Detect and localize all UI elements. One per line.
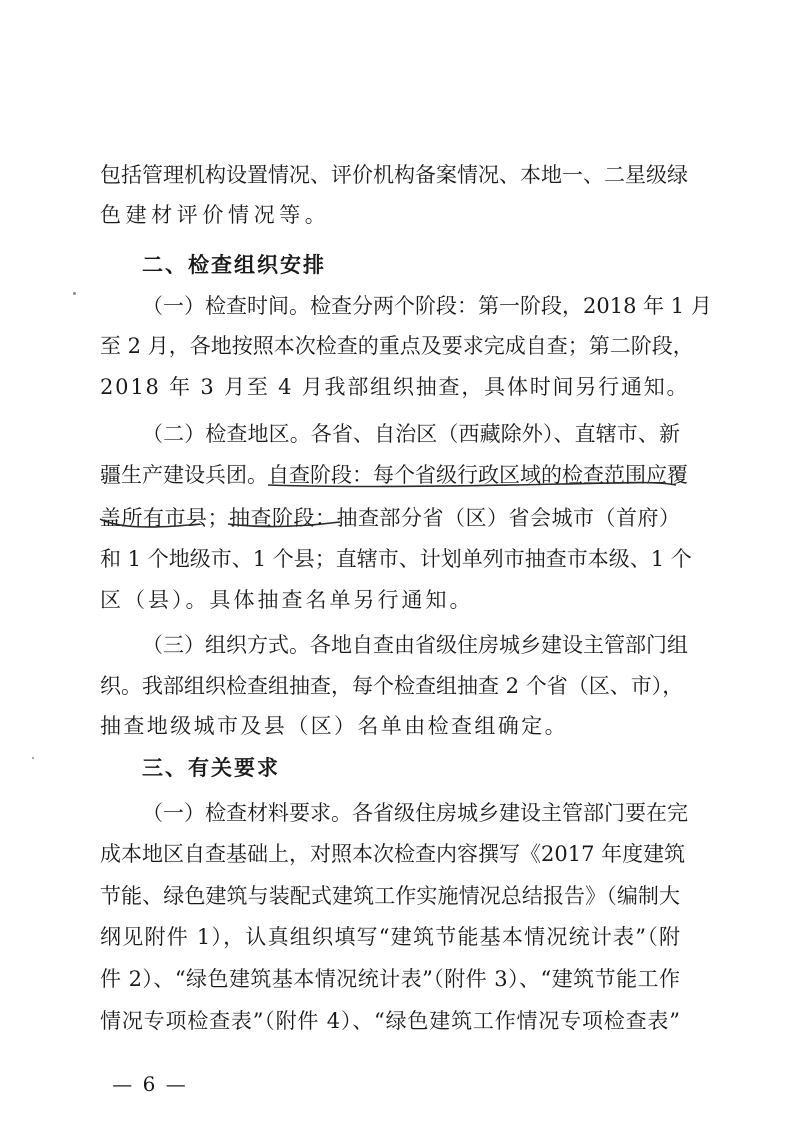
body-line: （一）检查材料要求。各省级住房城乡建设主管部门要在完 (142, 801, 688, 825)
body-line: 纲见附件 1），认真组织填写“建筑节能基本情况统计表”（附 (100, 925, 680, 949)
body-line: 抽查地级城市及县（区）名单由检查组确定。 (100, 714, 568, 738)
body-line: 区（县）。具体抽查名单另行通知。 (100, 588, 474, 612)
body-line: 节能、绿色建筑与装配式建筑工作实施情况总结报告》（编制大 (100, 884, 680, 908)
body-line: 和 1 个地级市、1 个县；直辖市、计划单列市抽查市本级、1 个 (100, 547, 692, 571)
scan-speck (32, 757, 34, 759)
body-line: 色建材评价情况等。 (100, 203, 331, 227)
body-line: 件 2）、“绿色建筑基本情况统计表”（附件 3）、“建筑节能工作 (100, 967, 680, 991)
body-line: （二）检查地区。各省、自治区（西藏除外）、直辖市、新 (142, 422, 680, 446)
body-line: 至 2 月，各地按照本次检查的重点及要求完成自查；第二阶段， (100, 334, 694, 358)
body-line: 成本地区自查基础上，对照本次检查内容撰写《2017 年度建筑 (100, 842, 686, 866)
body-line: 盖所有市县；抽查阶段：抽查部分省（区）省会城市（首府） (100, 506, 680, 530)
section-heading-3: 三、有关要求 (142, 756, 280, 780)
body-line: （三）组织方式。各地自查由省级住房城乡建设主管部门组 (142, 633, 688, 657)
body-line: 包括管理机构设置情况、评价机构备案情况、本地一、二星级绿 (100, 163, 688, 187)
section-heading-2: 二、检查组织安排 (142, 253, 326, 277)
scan-speck (73, 292, 76, 295)
body-line: （一）检查时间。检查分两个阶段：第一阶段，2018 年 1 月 (142, 294, 712, 318)
body-line: 情况专项检查表”（附件 4）、“绿色建筑工作情况专项检查表” (100, 1009, 680, 1033)
page-number: — 6 — (112, 1072, 188, 1096)
body-line: 疆生产建设兵团。自查阶段：每个省级行政区域的检查范围应覆 (100, 463, 688, 487)
body-line: 织。我部组织检查组抽查，每个检查组抽查 2 个省（区、市）， (100, 674, 684, 698)
body-line: 2018 年 3 月至 4 月我部组织抽查，具体时间另行通知。 (100, 375, 690, 399)
